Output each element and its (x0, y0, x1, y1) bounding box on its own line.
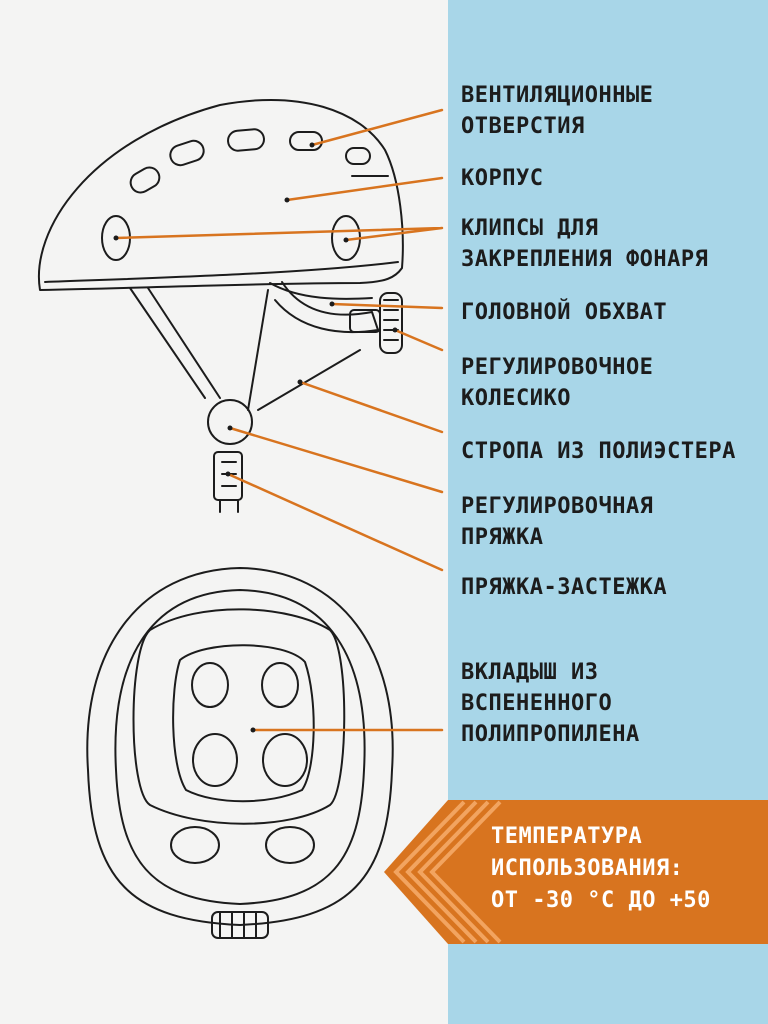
label-headband: ГОЛОВНОЙ ОБХВАТ (461, 300, 668, 325)
leader-clasp (228, 474, 442, 570)
temperature-text: ТЕМПЕРАТУРА ИСПОЛЬЗОВАНИЯ: ОТ -30 °С ДО +50 (491, 824, 711, 913)
label-shell: КОРПУС (461, 166, 544, 191)
vent-hole (290, 132, 322, 150)
label-clips: КЛИПСЫ ДЛЯ ЗАКРЕПЛЕНИЯ ФОНАРЯ (461, 216, 709, 272)
leader-adjust-buckle (230, 428, 442, 492)
leader-clips (116, 228, 442, 240)
vent-hole (168, 138, 207, 168)
adjust-buckle (208, 400, 252, 444)
helmet-top-view-shell (87, 568, 392, 925)
adjustment-wheel (380, 293, 402, 353)
label-strap: СТРОПА ИЗ ПОЛИЭСТЕРА (461, 439, 736, 464)
leader-strap (300, 382, 442, 432)
headband (275, 282, 378, 332)
label-wheel: РЕГУЛИРОВОЧНОЕ КОЛЕСИКО (461, 355, 654, 411)
vent-hole (346, 148, 370, 164)
label-vents: ВЕНТИЛЯЦИОННЫЕ ОТВЕРСТИЯ (461, 83, 654, 139)
leader-headband (332, 304, 442, 308)
helmet-brim (45, 262, 398, 282)
vent-hole (127, 164, 163, 196)
label-adjust-buckle: РЕГУЛИРОВОЧНАЯ ПРЯЖКА (461, 494, 654, 550)
label-clasp: ПРЯЖКА-ЗАСТЕЖКА (461, 575, 668, 600)
label-liner: ВКЛАДЫШ ИЗ ВСПЕНЕННОГО ПОЛИПРОПИЛЕНА (461, 660, 640, 747)
vent-hole (227, 128, 265, 151)
helmet-shell (39, 100, 403, 290)
side-strap (130, 288, 220, 398)
leader-shell (287, 178, 442, 200)
